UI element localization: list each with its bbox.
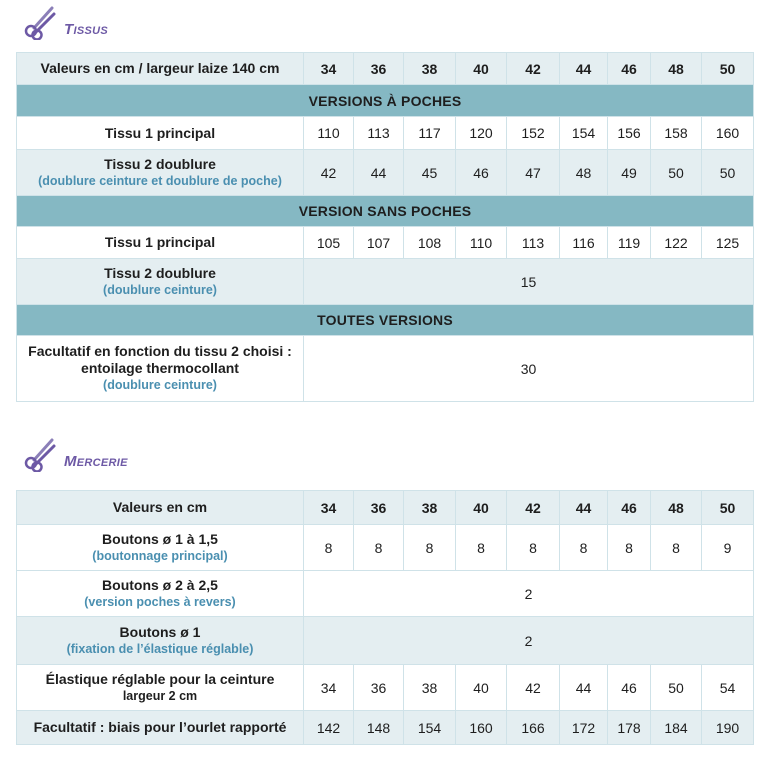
cell: 46	[608, 665, 651, 711]
tissus-header-row	[17, 53, 754, 85]
row-label-sub: (doublure ceinture)	[103, 282, 217, 297]
size-header: 46	[608, 491, 651, 525]
table-row	[17, 617, 754, 665]
row-label: Tissu 1 principal	[17, 227, 304, 259]
size-header: 38	[404, 491, 456, 525]
row-label-sub: (doublure ceinture et doublure de poche)	[38, 173, 282, 188]
merged-cell: 2	[304, 571, 754, 617]
cell: 117	[404, 117, 456, 150]
cell: 152	[507, 117, 560, 150]
cell: 160	[456, 711, 507, 745]
cell: 48	[560, 150, 608, 196]
size-header: 38	[404, 53, 456, 85]
cell: 42	[304, 150, 354, 196]
header-label: Valeurs en cm	[17, 491, 304, 525]
row-label	[17, 259, 304, 305]
cell: 148	[354, 711, 404, 745]
cell: 8	[560, 525, 608, 571]
cell: 116	[560, 227, 608, 259]
table-row	[17, 525, 754, 571]
row-label-sub: largeur 2 cm	[122, 688, 198, 703]
table-row	[17, 336, 754, 402]
row-label-main: Tissu 2 doublure	[104, 155, 216, 172]
size-header: 34	[304, 53, 354, 85]
cell: 47	[507, 150, 560, 196]
row-label: Tissu 1 principal	[17, 117, 304, 150]
cell: 107	[354, 227, 404, 259]
row-label-main: Boutons ø 1 à 1,5	[102, 530, 218, 547]
table-row	[17, 227, 754, 259]
cell: 36	[354, 665, 404, 711]
table-row	[17, 117, 754, 150]
size-header: 44	[560, 491, 608, 525]
cell: 54	[702, 665, 754, 711]
band-row	[17, 196, 754, 227]
cell: 110	[456, 227, 507, 259]
cell: 49	[608, 150, 651, 196]
table-row	[17, 150, 754, 196]
row-label-sub: (doublure ceinture)	[103, 378, 217, 392]
cell: 122	[651, 227, 702, 259]
cell: 113	[507, 227, 560, 259]
mercerie-section-header	[22, 436, 128, 472]
row-label	[17, 525, 304, 571]
row-label-main: Tissu 2 doublure	[104, 264, 216, 281]
row-label-sub: (fixation de l’élastique réglable)	[66, 641, 254, 656]
cell: 8	[651, 525, 702, 571]
cell: 50	[651, 150, 702, 196]
band-toutes-versions: TOUTES VERSIONS	[17, 305, 754, 336]
table-row	[17, 571, 754, 617]
cell: 160	[702, 117, 754, 150]
cell: 190	[702, 711, 754, 745]
cell: 105	[304, 227, 354, 259]
size-header: 50	[702, 491, 754, 525]
cell: 156	[608, 117, 651, 150]
size-header: 42	[507, 53, 560, 85]
cell: 8	[456, 525, 507, 571]
row-label-sub: (version poches à revers)	[84, 594, 236, 609]
table-row	[17, 665, 754, 711]
size-header: 42	[507, 491, 560, 525]
size-header: 46	[608, 53, 651, 85]
row-label-main: Boutons ø 2 à 2,5	[102, 576, 218, 593]
row-label-main: Élastique réglable pour la ceinture	[45, 670, 275, 687]
cell: 110	[304, 117, 354, 150]
size-header: 36	[354, 491, 404, 525]
merged-cell: 30	[304, 336, 754, 402]
band-versions-a-poches: VERSIONS À POCHES	[17, 85, 754, 117]
size-header: 34	[304, 491, 354, 525]
cell: 8	[304, 525, 354, 571]
cell: 154	[404, 711, 456, 745]
merged-cell: 15	[304, 259, 754, 305]
cell: 113	[354, 117, 404, 150]
cell: 158	[651, 117, 702, 150]
row-label-sub: (boutonnage principal)	[92, 548, 228, 563]
cell: 142	[304, 711, 354, 745]
row-label-main: Boutons ø 1	[119, 623, 201, 640]
cell: 46	[456, 150, 507, 196]
band-row	[17, 305, 754, 336]
band-version-sans-poches: VERSION SANS POCHES	[17, 196, 754, 227]
cell: 8	[608, 525, 651, 571]
row-label	[17, 150, 304, 196]
scissors-icon	[22, 4, 58, 40]
cell: 42	[507, 665, 560, 711]
cell: 50	[651, 665, 702, 711]
mercerie-header-row	[17, 491, 754, 525]
size-header: 40	[456, 53, 507, 85]
band-row	[17, 85, 754, 117]
table-row	[17, 711, 754, 745]
cell: 119	[608, 227, 651, 259]
cell: 45	[404, 150, 456, 196]
cell: 184	[651, 711, 702, 745]
cell: 34	[304, 665, 354, 711]
cell: 44	[354, 150, 404, 196]
mercerie-title: Mercerie	[64, 453, 128, 470]
cell: 172	[560, 711, 608, 745]
size-header: 50	[702, 53, 754, 85]
cell: 8	[404, 525, 456, 571]
merged-cell: 2	[304, 617, 754, 665]
mercerie-table	[16, 490, 754, 745]
tissus-section-header	[22, 4, 108, 40]
cell: 154	[560, 117, 608, 150]
cell: 38	[404, 665, 456, 711]
tissus-table	[16, 52, 754, 402]
row-label	[17, 571, 304, 617]
cell: 108	[404, 227, 456, 259]
cell: 9	[702, 525, 754, 571]
header-label: Valeurs en cm / largeur laize 140 cm	[17, 53, 304, 85]
scissors-icon	[22, 436, 58, 472]
cell: 50	[702, 150, 754, 196]
row-label	[17, 617, 304, 665]
row-label	[17, 336, 304, 402]
cell: 8	[354, 525, 404, 571]
cell: 8	[507, 525, 560, 571]
size-header: 36	[354, 53, 404, 85]
tissus-title: Tissus	[64, 21, 108, 38]
row-label-line2: entoilage thermocollant	[81, 360, 239, 376]
row-label	[17, 665, 304, 711]
cell: 178	[608, 711, 651, 745]
cell: 40	[456, 665, 507, 711]
size-header: 40	[456, 491, 507, 525]
cell: 166	[507, 711, 560, 745]
table-row	[17, 259, 754, 305]
size-header: 48	[651, 53, 702, 85]
row-label: Facultatif : biais pour l’ourlet rapporté	[17, 711, 304, 745]
row-label-line1: Facultatif en fonction du tissu 2 choisi :	[28, 343, 292, 359]
cell: 125	[702, 227, 754, 259]
cell: 44	[560, 665, 608, 711]
size-header: 48	[651, 491, 702, 525]
cell: 120	[456, 117, 507, 150]
size-header: 44	[560, 53, 608, 85]
